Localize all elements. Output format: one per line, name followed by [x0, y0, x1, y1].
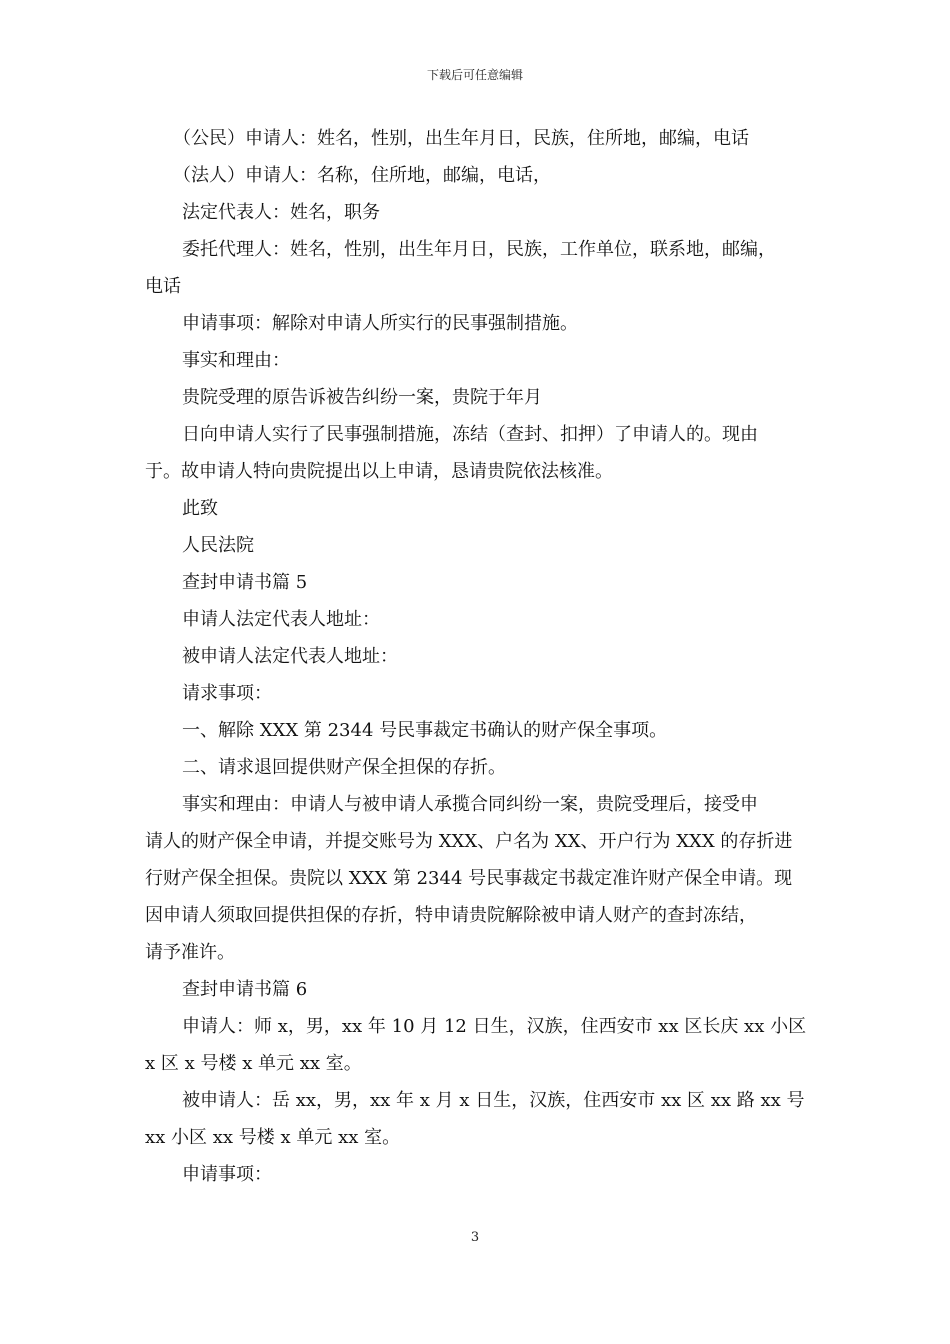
paragraph: 申请事项： [182, 1164, 272, 1185]
paragraph: 事实和理由： [182, 350, 290, 371]
paragraph: 被申请人法定代表人地址： [182, 646, 398, 667]
paragraph: 二、请求退回提供财产保全担保的存折。 [182, 757, 506, 778]
paragraph: x 区 x 号楼 x 单元 xx 室。 [145, 1053, 362, 1074]
paragraph: 于。故申请人特向贵院提出以上申请，恳请贵院依法核准。 [145, 461, 613, 482]
paragraph: 申请人：师 x，男，xx 年 10 月 12 日生，汉族，住西安市 xx 区长庆 xx 小区 [182, 1016, 807, 1037]
paragraph: 请求事项： [182, 683, 272, 704]
section-heading: 查封申请书篇 6 [182, 979, 308, 1000]
paragraph: 此致 [182, 498, 218, 519]
paragraph: 因申请人须取回提供担保的存折，特申请贵院解除被申请人财产的查封冻结， [145, 905, 757, 926]
paragraph: 一、解除 XXX 第 2344 号民事裁定书确认的财产保全事项。 [182, 720, 668, 741]
paragraph: 行财产保全担保。贵院以 XXX 第 2344 号民事裁定书裁定准许财产保全申请。现 [145, 868, 793, 889]
paragraph: （法人）申请人：名称，住所地，邮编，电话， [173, 165, 551, 186]
paragraph: （公民）申请人：姓名，性别，出生年月日，民族，住所地，邮编，电话 [173, 128, 749, 149]
paragraph: 日向申请人实行了民事强制措施，冻结（查封、扣押）了申请人的。现由 [182, 424, 758, 445]
paragraph: 电话 [145, 276, 181, 297]
page-header-note: 下载后可任意编辑 [426, 68, 523, 82]
paragraph: 法定代表人：姓名，职务 [182, 202, 380, 223]
document-body [145, 120, 811, 1193]
paragraph: xx 小区 xx 号楼 x 单元 xx 室。 [145, 1127, 401, 1148]
paragraph: 人民法院 [182, 535, 254, 556]
paragraph: 申请人法定代表人地址： [182, 609, 380, 630]
paragraph: 申请事项：解除对申请人所实行的民事强制措施。 [182, 313, 578, 334]
paragraph: 被申请人：岳 xx，男，xx 年 x 月 x 日生，汉族，住西安市 xx 区 xx 路 xx 号 [182, 1090, 805, 1111]
paragraph: 请人的财产保全申请，并提交账号为 XXX、户名为 XX、开户行为 XXX 的存折进 [145, 831, 793, 852]
page-number: 3 [470, 1230, 480, 1245]
section-heading: 查封申请书篇 5 [182, 572, 308, 593]
paragraph: 事实和理由：申请人与被申请人承揽合同纠纷一案，贵院受理后，接受申 [182, 794, 758, 815]
paragraph: 贵院受理的原告诉被告纠纷一案，贵院于年月 [182, 387, 542, 408]
paragraph: 委托代理人：姓名，性别，出生年月日，民族，工作单位，联系地，邮编， [182, 239, 776, 260]
paragraph: 请予准许。 [145, 942, 235, 963]
